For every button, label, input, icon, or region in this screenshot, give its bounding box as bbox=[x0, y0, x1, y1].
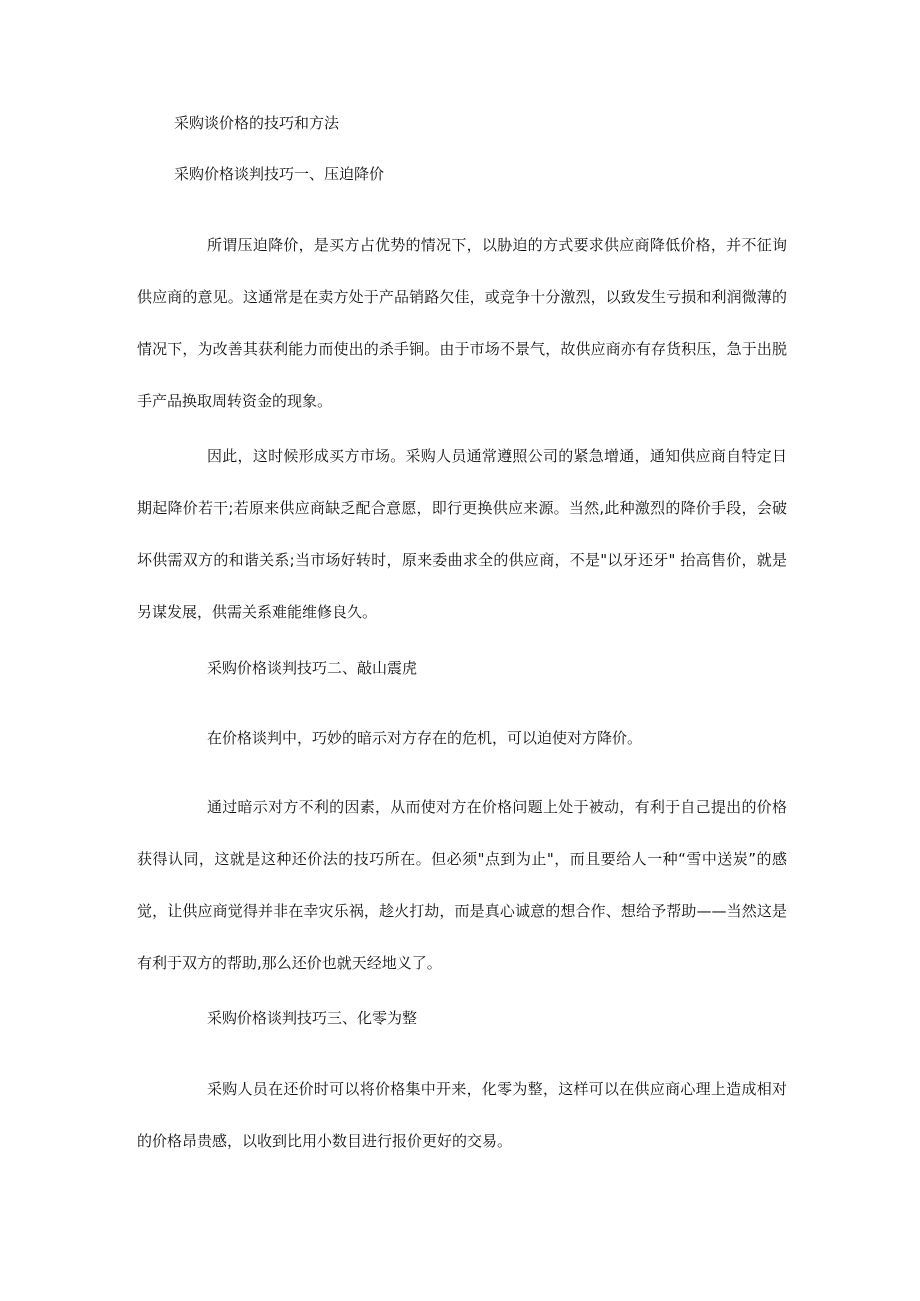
document-title: 采购谈价格的技巧和方法 bbox=[174, 114, 340, 132]
section-heading-2: 采购价格谈判技巧二、敲山震虎 bbox=[207, 659, 418, 677]
paragraph-pressure-pricing: 所谓压迫降价，是买方占优势的情况下，以胁迫的方式要求供应商降低价格，并不征询供应商的意见。这通常是在卖方处于产品销路欠佳，或竞争十分激烈，以致发生亏损和利润微薄的情况下，为改善其获利能力而使出的杀手锏。由于市场不景气，故供应商亦有存货积压，急于出脱手产品换取周转资金的现象。 bbox=[137, 236, 787, 410]
paragraph-buyer-market: 因此，这时候形成买方市场。采购人员通常遵照公司的紧急增通，通知供应商自特定日期起降价若干;若原来供应商缺乏配合意愿，即行更换供应来源。当然,此种激烈的降价手段，会破坏供需双方的和谐关系;当市场好转时，原来委曲求全的供应商，不是"以牙还牙" 抬高售价，就是另谋发展，供需关系难能维修良久。 bbox=[137, 447, 787, 621]
section-heading-3: 采购价格谈判技巧三、化零为整 bbox=[207, 1009, 418, 1027]
section-heading-1: 采购价格谈判技巧一、压迫降价 bbox=[174, 165, 385, 183]
paragraph-hint-crisis: 在价格谈判中，巧妙的暗示对方存在的危机，可以迫使对方降价。 bbox=[207, 729, 643, 747]
paragraph-consolidate-price: 采购人员在还价时可以将价格集中开来，化零为整，这样可以在供应商心理上造成相对的价格昂贵感，以收到比用小数目进行报价更好的交易。 bbox=[137, 1080, 787, 1150]
paragraph-unfavorable-factors: 通过暗示对方不利的因素，从而使对方在价格问题上处于被动，有利于自己提出的价格获得认同，这就是这种还价法的技巧所在。但必须"点到为止"，而且要给人一种“雪中送炭”的感觉，让供应商觉得并非在幸灾乐祸，趁火打劫，而是真心诚意的想合作、想给予帮助——当然这是有利于双方的帮助,那么还价也就天经地义了。 bbox=[137, 798, 787, 972]
